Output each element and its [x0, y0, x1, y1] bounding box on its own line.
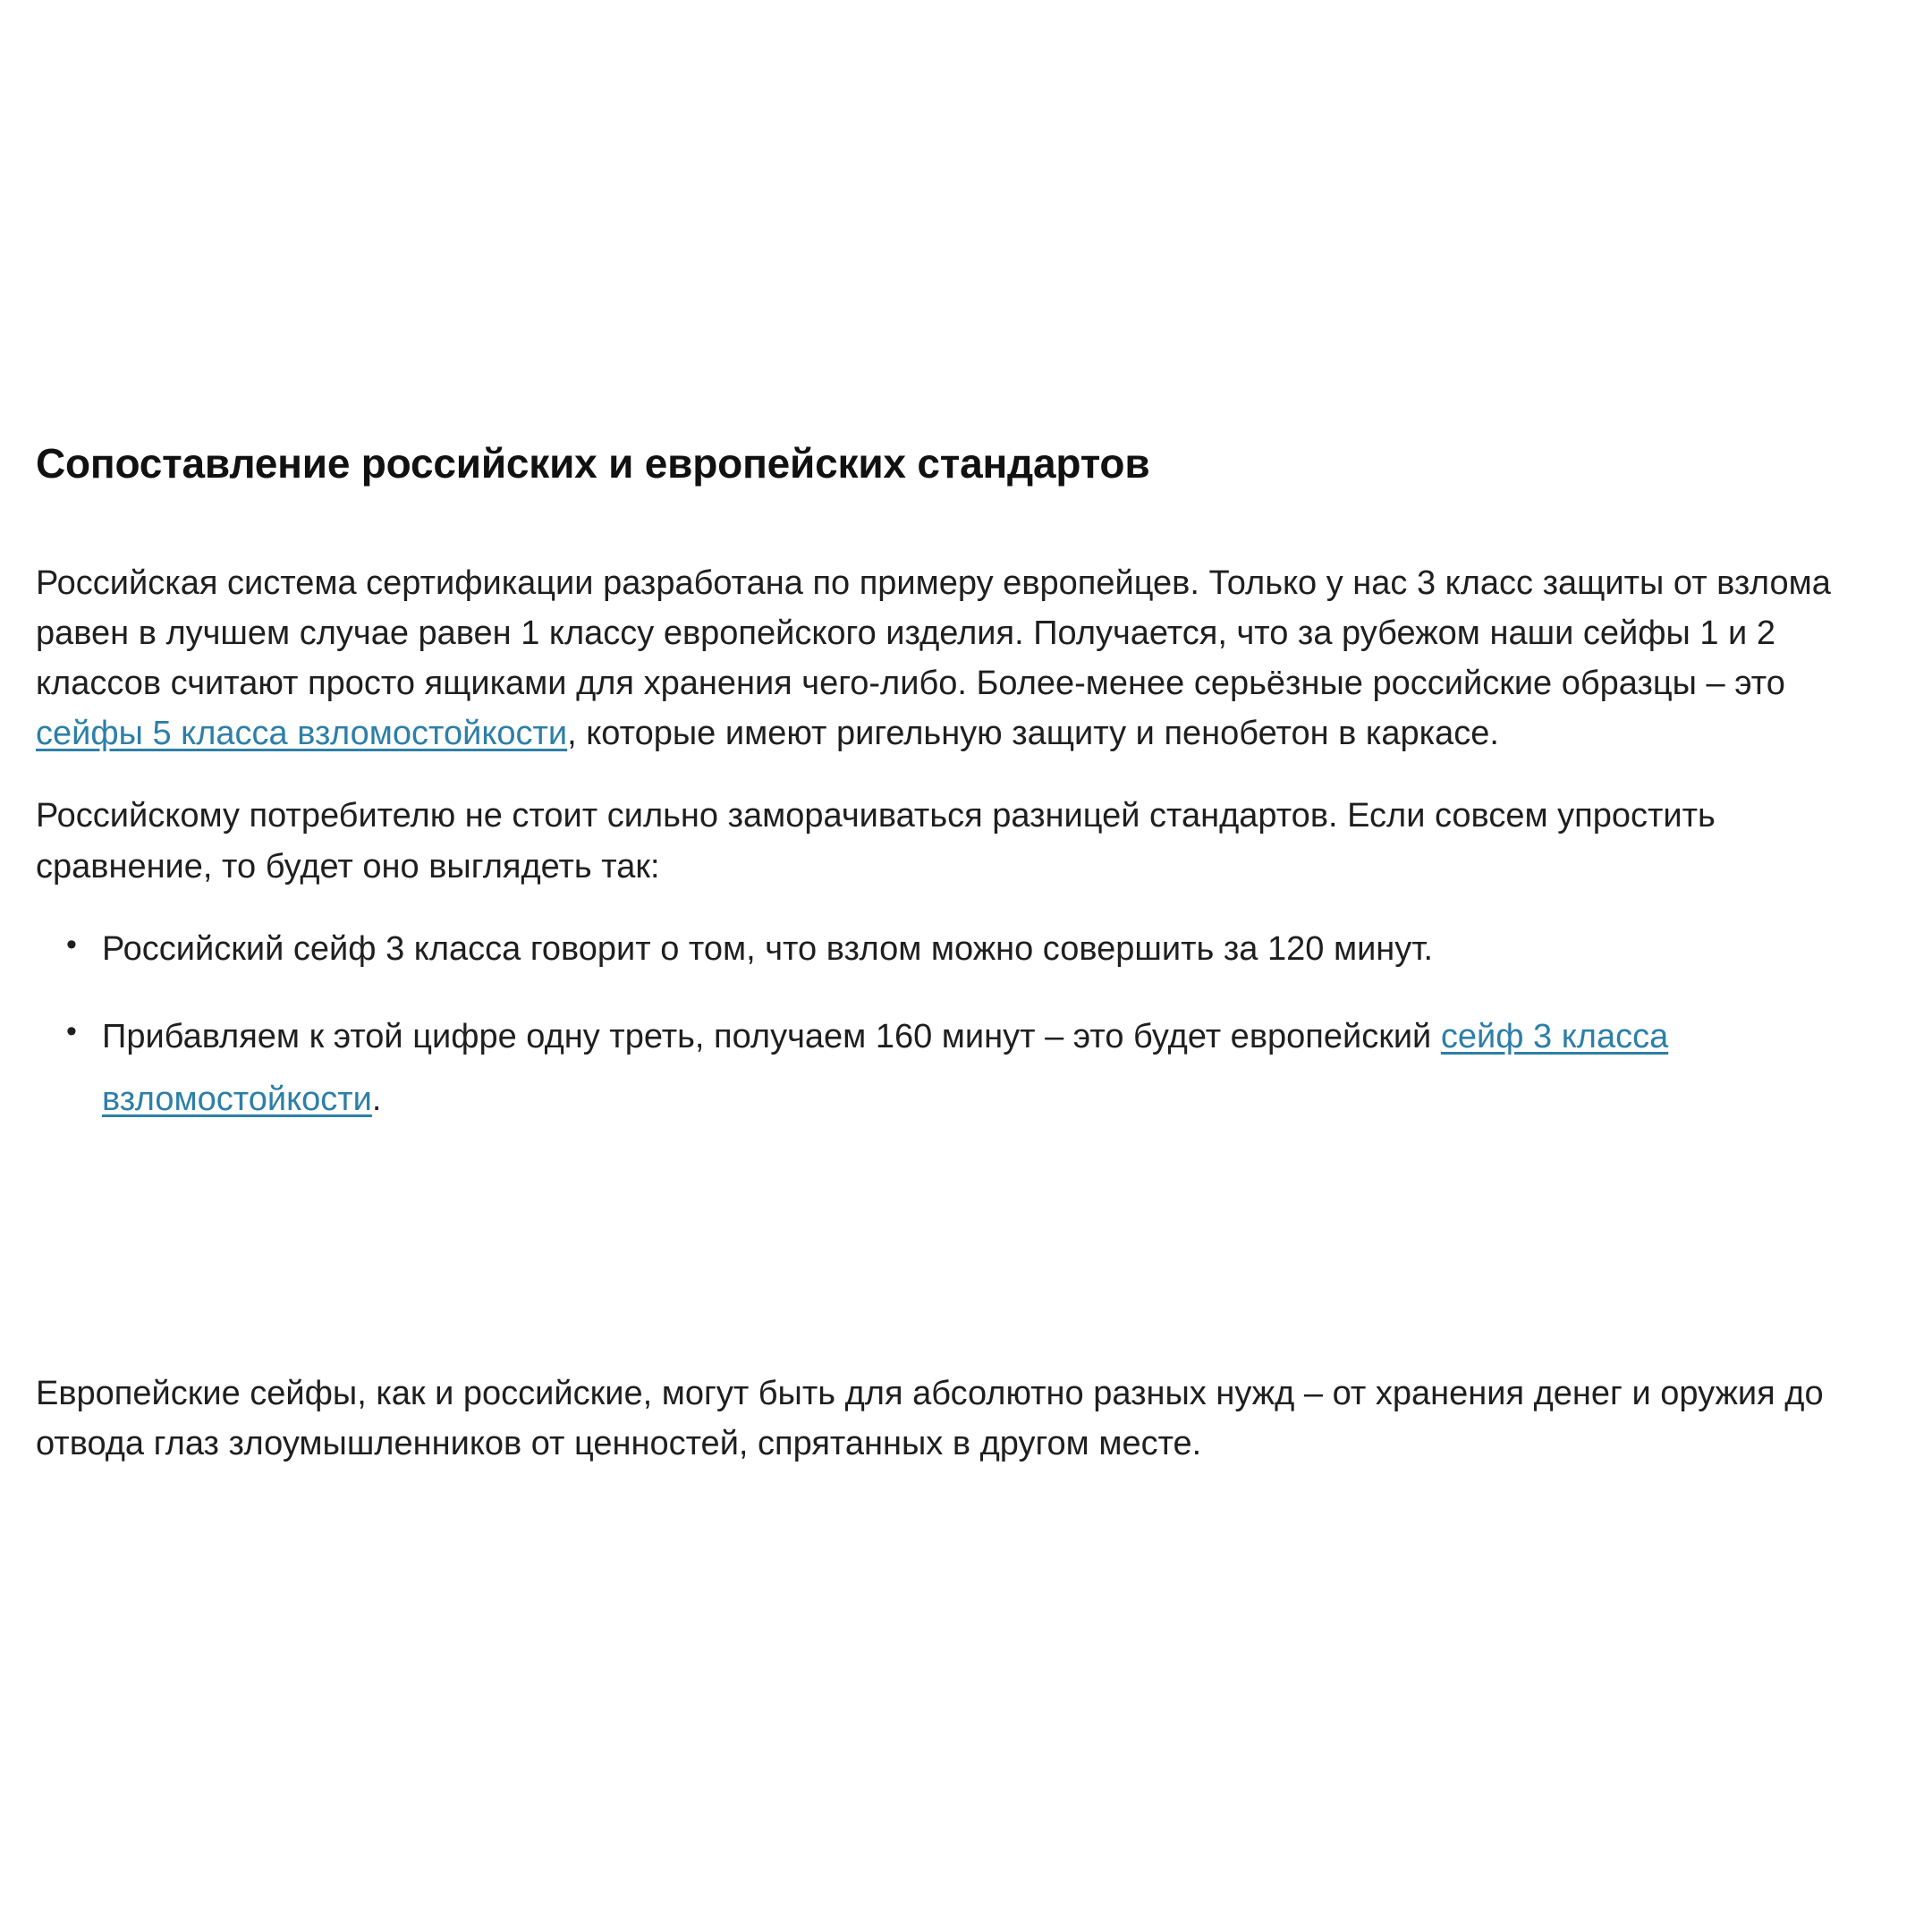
- list-item: [102, 1005, 1834, 1131]
- closing-section: [36, 1368, 1834, 1469]
- list-item-text-before: Российский сейф 3 класса говорит о том, что взлом можно совершить за 120 минут.: [102, 929, 1434, 968]
- paragraph-intro-text-before: Российская система сертификации разработана по примеру европейцев. Только у нас 3 класс защиты от взлома равен в лучшем случае равен 1 классу европейского изделия. Получается, что за рубежом наши сейфы 1 и 2 классов считают просто ящиками для хранения чего-либо. Более-менее серьёзные российские образцы – это: [36, 564, 1831, 702]
- list-item-text-before: Прибавляем к этой цифре одну треть, получаем 160 минут – это будет европейский: [102, 1017, 1441, 1055]
- paragraph-intro: [36, 558, 1834, 759]
- list-item-text-after: .: [371, 1080, 382, 1119]
- link-safe-class-3[interactable]: сейф 3 класса взломостойкости: [102, 1017, 1669, 1119]
- paragraph-comparison: Российскому потребителю не стоит сильно заморачиваться разницей стандартов. Если совсем упростить сравнение, то будет оно выглядеть так:: [36, 797, 1716, 886]
- page-title: Сопоставление российских и европейских стандартов: [36, 440, 1150, 487]
- paragraph-closing: Европейские сейфы, как и российские, могут быть для абсолютно разных нужд – от хранения денег и оружия до отвода глаз злоумышленников от ценностей, спрятанных в другом месте.: [36, 1375, 1824, 1463]
- comparison-list: [36, 924, 1834, 1131]
- link-safes-class-5[interactable]: сейфы 5 класса взломостойкости: [36, 715, 568, 753]
- paragraph-intro-text-after: , которые имеют ригельную защиту и пенобетон в каркасе.: [567, 715, 1499, 753]
- article-content: [36, 438, 1834, 1162]
- list-item: [102, 924, 1834, 975]
